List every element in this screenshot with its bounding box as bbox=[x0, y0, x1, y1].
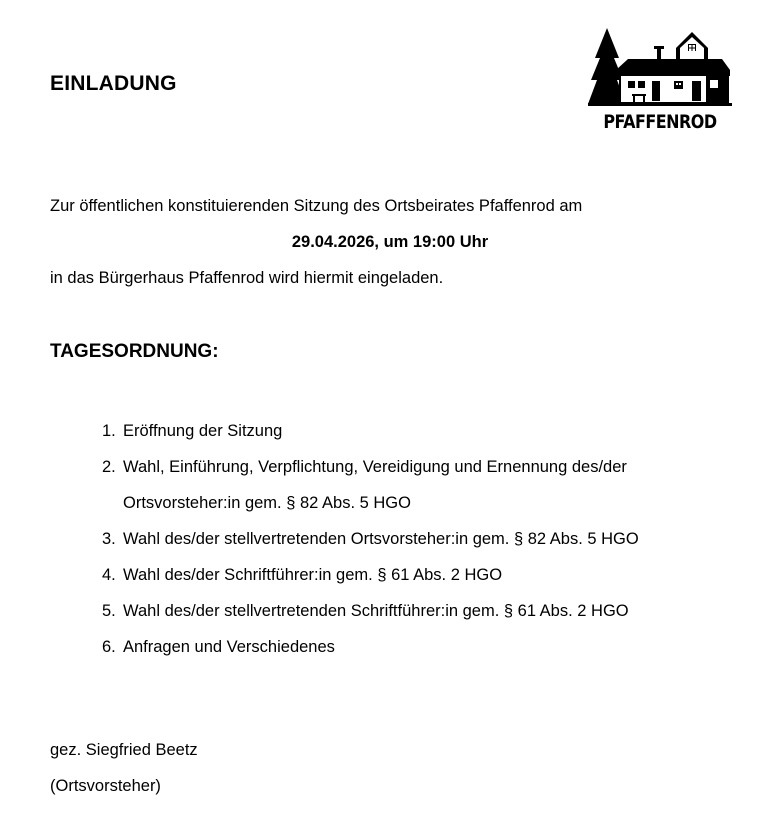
agenda-item-text: Wahl des/der stellvertretenden Ortsvorsteher:in gem. § 82 Abs. 5 HGO bbox=[123, 530, 639, 548]
agenda-item-text-continued: Ortsvorsteher:in gem. § 82 Abs. 5 HGO bbox=[123, 494, 411, 512]
agenda-item bbox=[102, 629, 639, 665]
agenda-item-number: 1. bbox=[102, 422, 116, 440]
meeting-date: 29.04.2026, um 19:00 Uhr bbox=[291, 233, 489, 251]
agenda-item bbox=[102, 593, 639, 629]
agenda-item bbox=[102, 557, 639, 593]
intro-text: Zur öffentlichen konstituierenden Sitzung des Ortsbeirates Pfaffenrod am bbox=[50, 197, 583, 215]
agenda-item bbox=[102, 449, 639, 521]
agenda-item-number: 3. bbox=[102, 530, 116, 548]
signature-role: (Ortsvorsteher) bbox=[50, 777, 161, 795]
agenda-item-text: Wahl, Einführung, Verpflichtung, Vereidigung und Ernennung des/der bbox=[123, 458, 627, 476]
agenda-item-number: 5. bbox=[102, 602, 116, 620]
pfaffenrod-logo bbox=[588, 28, 732, 140]
agenda-heading: TAGESORDNUNG: bbox=[50, 341, 219, 362]
signature-name: gez. Siegfried Beetz bbox=[50, 741, 198, 759]
agenda-item-number: 4. bbox=[102, 566, 116, 584]
agenda-item-text: Anfragen und Verschiedenes bbox=[123, 638, 335, 656]
agenda-item-text: Wahl des/der Schriftführer:in gem. § 61 Abs. 2 HGO bbox=[123, 566, 503, 584]
agenda-item-number: 2. bbox=[102, 458, 116, 476]
document-title: EINLADUNG bbox=[50, 72, 177, 95]
agenda-item bbox=[102, 521, 639, 557]
agenda-item-text: Wahl des/der stellvertretenden Schriftführer:in gem. § 61 Abs. 2 HGO bbox=[123, 602, 629, 620]
agenda-list bbox=[102, 413, 639, 665]
agenda-item bbox=[102, 413, 639, 449]
agenda-item-text: Eröffnung der Sitzung bbox=[123, 422, 283, 440]
location-text: in das Bürgerhaus Pfaffenrod wird hiermit eingeladen. bbox=[50, 269, 444, 287]
agenda-item-number: 6. bbox=[102, 638, 116, 656]
house-and-tree-icon bbox=[588, 28, 732, 110]
logo-wordmark: PFAFFENROD bbox=[603, 111, 717, 133]
